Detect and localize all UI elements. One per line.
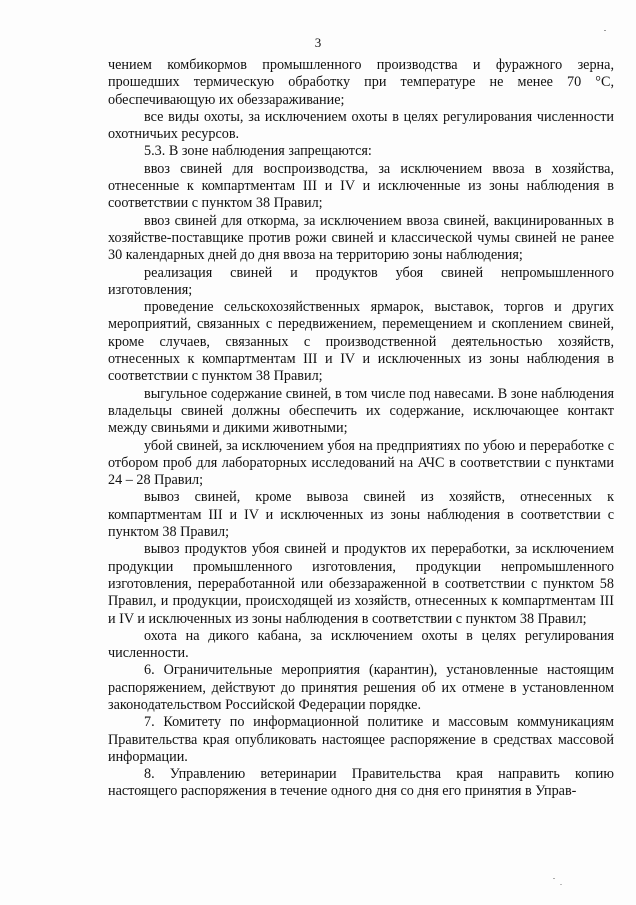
paragraph: проведение сельскохозяйственных ярмарок, выставок, торгов и других мероприятий, связанных с передвижением, перемещением и скоплением свиней, кроме случаев, связанных с производственной деятельностью хозяйств, отнесенных к компартментам III и IV и исключенных из зоны наблюдения в соответствии с пунктом 38 Правил; (108, 299, 614, 385)
paragraph: вывоз продуктов убоя свиней и продуктов их переработки, за исключением продукции промышленного изготовления, продукции непромышленного изготовления, переработанной или обеззараженной в соответствии с пунктом 58 Правил, и продукции, происходящей из хозяйств, отнесенных к компартментам III и IV и исключенных из зоны наблюдения в соответствии с пунктом 38 Правил; (108, 541, 614, 627)
paragraph: 8. Управлению ветеринарии Правительства края направить копию настоящего распоряжения в течение одного дня со дня его принятия в Управ- (108, 766, 614, 800)
paragraph: ввоз свиней для воспроизводства, за исключением ввоза в хозяйства, отнесенные к компартментам III и IV и исключенные из зоны наблюдения в соответствии с пунктом 38 Правил; (108, 160, 614, 212)
paragraph: 6. Ограничительные мероприятия (карантин), установленные настоящим распоряжением, действуют до принятия решения об их отмене в установленном законодательством Российской Федерации порядке. (108, 662, 614, 713)
paragraph: все виды охоты, за исключением охоты в целях регулирования численности охотничьих ресурсов. (108, 108, 614, 143)
paragraph: убой свиней, за исключением убоя на предприятиях по убою и переработке с отбором проб для лабораторных исследований на АЧС в соответствии с пунктами 24 – 28 Правил; (108, 437, 614, 489)
paragraph: 7. Комитету по информационной политике и массовым коммуникациям Правительства края опубликовать настоящее распоряжение в средствах массовой информации. (108, 714, 614, 765)
paragraph: вывоз свиней, кроме вывоза свиней из хозяйств, отнесенных к компартментам III и IV и исключенных из зоны наблюдения в соответствии с пунктом 38 Правил; (108, 489, 614, 541)
paragraph: чением комбикормов промышленного производства и фуражного зерна, прошедших термическую обработку при температуре не менее 70 °С, обеспечивающую их обеззараживание; (108, 57, 614, 108)
paragraph: охота на дикого кабана, за исключением охоты в целях регулирования численности. (108, 627, 614, 662)
paragraph: выгульное содержание свиней, в том числе под навесами. В зоне наблюдения владельцы свиней должны обеспечить их содержание, исключающее контакт между свиньями и дикими животными; (108, 385, 614, 437)
paragraph: ввоз свиней для откорма, за исключением ввоза свиней, вакцинированных в хозяйстве-поставщике против рожи свиней и классической чумы свиней не ранее 30 календарных дней до дня ввоза на территорию зоны наблюдения; (108, 212, 614, 264)
page-number: 3 (314, 35, 322, 50)
paragraph-section-heading: 5.3. В зоне наблюдения запрещаются: (144, 143, 372, 160)
paragraph: реализация свиней и продуктов убоя свиней непромышленного изготовления; (108, 264, 614, 298)
